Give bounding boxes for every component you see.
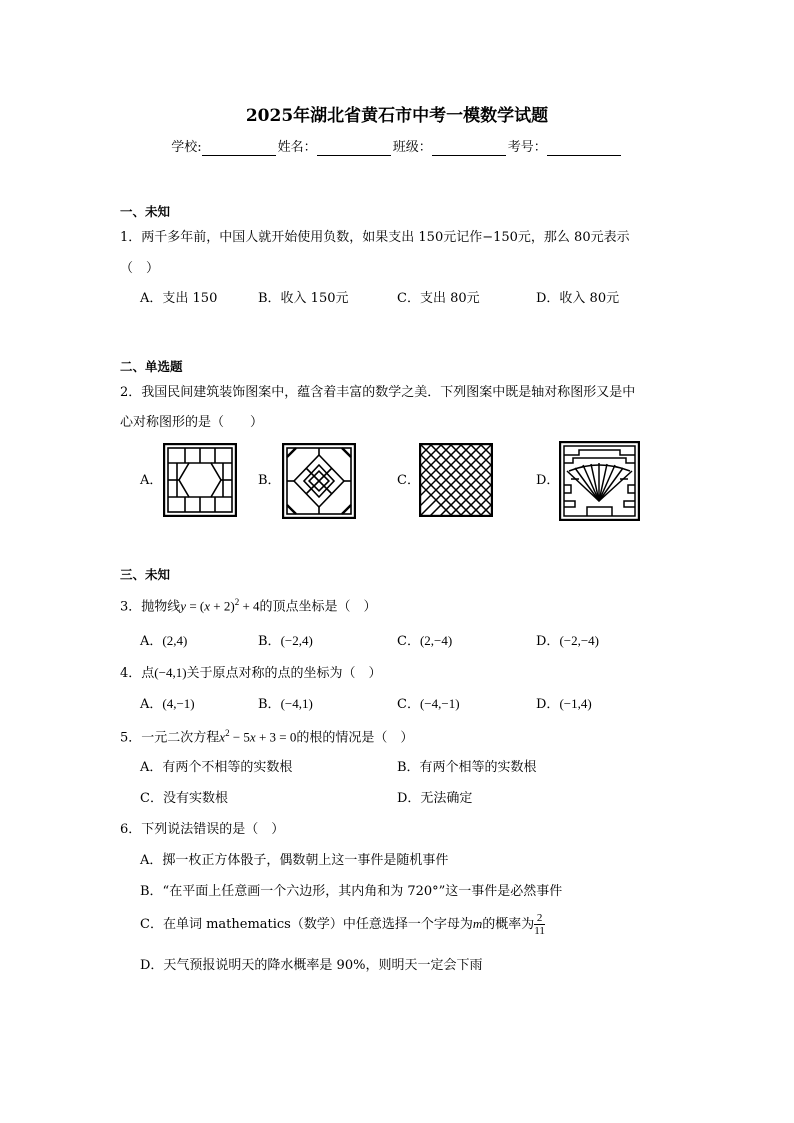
q6-option-c-mid: 的概率为 [482, 917, 535, 933]
section-heading-3: 三、未知 [120, 567, 171, 582]
q3-option-a-value: (2,4) [162, 633, 188, 648]
q3-exp: 2 [234, 597, 240, 607]
q6-option-d[interactable]: D．天气预报说明天的降水概率是 90%，则明天一定会下雨 [140, 958, 483, 973]
q3-option-b-label: B． [258, 634, 281, 649]
q1-option-b[interactable]: B．收入 150元 [258, 291, 349, 306]
school-label: 学校: [171, 140, 202, 155]
q5-tail: 的根的情况是（ ） [296, 730, 414, 746]
q6-option-c-text: C．在单词 mathematics（数学）中任意选择一个字母为 [140, 917, 473, 933]
q2-stem-line2: 心对称图形的是（ ） [120, 415, 264, 430]
q2-option-b-label[interactable]: B． [258, 473, 281, 488]
q4-stem [120, 665, 382, 682]
q6-stem: 6．下列说法错误的是（ ） [120, 822, 285, 837]
q5-stem [120, 728, 413, 746]
q6-option-a[interactable]: A．掷一枚正方体骰子，偶数朝上这一事件是随机事件 [140, 853, 449, 868]
q4-point: (−4,1) [154, 665, 187, 680]
q3-option-a-label: A． [140, 634, 163, 649]
q3-option-d-label: D． [536, 634, 560, 649]
q4-tail: 关于原点对称的点的坐标为（ ） [186, 666, 382, 681]
q1-stem-line2: （ ） [120, 261, 160, 276]
q6-option-c[interactable] [140, 912, 545, 937]
q5-prefix: 5．一元二次方程 [120, 730, 220, 746]
q3-eq: = ( [186, 598, 205, 614]
interlocked-square-lattice-icon[interactable] [282, 443, 356, 519]
q6-fraction [534, 912, 545, 937]
q5-option-a[interactable]: A．有两个不相等的实数根 [140, 760, 293, 775]
page-title: 2025年湖北省黄石市中考一模数学试题 [245, 106, 549, 126]
q3-stem [120, 597, 377, 615]
q4-option-a-label: A． [140, 697, 163, 712]
q1-option-d[interactable]: D．收入 80元 [536, 291, 620, 306]
q3-option-c-value: (2,−4) [419, 633, 453, 648]
q4-option-b-label: B． [258, 697, 281, 712]
student-info-line [0, 140, 794, 156]
q5-option-b[interactable]: B．有两个相等的实数根 [397, 760, 537, 775]
class-label: 班级： [392, 140, 432, 155]
fan-lattice-icon[interactable] [559, 441, 640, 521]
q2-stem-line1: 2．我国民间建筑装饰图案中，蕴含着丰富的数学之美．下列图案中既是轴对称图形又是中 [120, 385, 636, 400]
q5-option-d[interactable]: D．无法确定 [397, 791, 473, 806]
hexagon-lattice-icon[interactable] [163, 443, 237, 517]
woven-diagonal-lattice-icon[interactable] [419, 443, 493, 517]
q3-option-c-label: C． [397, 634, 420, 649]
q1-option-a[interactable]: A．支出 150 [140, 291, 218, 306]
q4-option-c-value: (−4,−1) [419, 696, 460, 711]
q6-fraction-numerator: 2 [534, 912, 545, 925]
q4-prefix: 4．点 [120, 666, 155, 681]
q4-option-a-value: (4,−1) [162, 696, 195, 711]
q2-option-a-label[interactable]: A． [140, 473, 163, 488]
name-label: 姓名： [277, 140, 317, 155]
q3-x: x [204, 598, 211, 614]
q6-fraction-denominator: 11 [534, 925, 545, 938]
q3-option-d[interactable] [536, 633, 599, 650]
class-blank[interactable] [432, 141, 506, 156]
q3-option-c[interactable] [397, 633, 452, 650]
section-heading-2: 二、单选题 [120, 359, 183, 374]
q5-x2: x [249, 729, 256, 745]
school-blank[interactable] [202, 141, 276, 156]
q2-option-d-label[interactable]: D． [536, 473, 560, 488]
q3-end: + 4 [239, 598, 260, 614]
q5-end: + 3 = 0 [255, 729, 297, 745]
q4-option-d-label: D． [536, 697, 560, 712]
q4-option-d[interactable] [536, 696, 592, 713]
q4-option-c[interactable] [397, 696, 460, 713]
q3-option-b[interactable] [258, 633, 313, 650]
q1-stem-line1: 1．两千多年前，中国人就开始使用负数，如果支出 150元记作−150元，那么 80元表示 [120, 230, 630, 245]
name-blank[interactable] [317, 141, 391, 156]
q4-option-b[interactable] [258, 696, 313, 713]
exam-no-label: 考号： [507, 140, 547, 155]
q4-option-b-value: (−4,1) [280, 696, 313, 711]
q3-tail: 的顶点坐标是（ ） [259, 599, 377, 615]
q3-option-a[interactable] [140, 633, 187, 650]
exam-no-blank[interactable] [547, 141, 621, 156]
q3-option-d-value: (−2,−4) [559, 633, 600, 648]
q3-prefix: 3．抛物线 [120, 599, 181, 615]
q4-option-d-value: (−1,4) [559, 696, 592, 711]
q1-option-c[interactable]: C．支出 80元 [397, 291, 480, 306]
q4-option-c-label: C． [397, 697, 420, 712]
q5-x1: x [219, 729, 226, 745]
q5-exp: 2 [225, 728, 230, 738]
q6-option-c-m: m [472, 916, 483, 932]
q5-option-c[interactable]: C．没有实数根 [140, 791, 228, 806]
q6-option-b[interactable]: B．“在平面上任意画一个六边形，其内角和为 720°”这一事件是必然事件 [140, 884, 563, 899]
q3-rest: + 2) [210, 598, 235, 614]
q3-y: y [180, 598, 187, 614]
q4-option-a[interactable] [140, 696, 195, 713]
section-heading-1: 一、未知 [120, 204, 171, 219]
q5-mid: − 5 [229, 729, 250, 745]
q3-option-b-value: (−2,4) [280, 633, 313, 648]
q2-option-c-label[interactable]: C． [397, 473, 420, 488]
